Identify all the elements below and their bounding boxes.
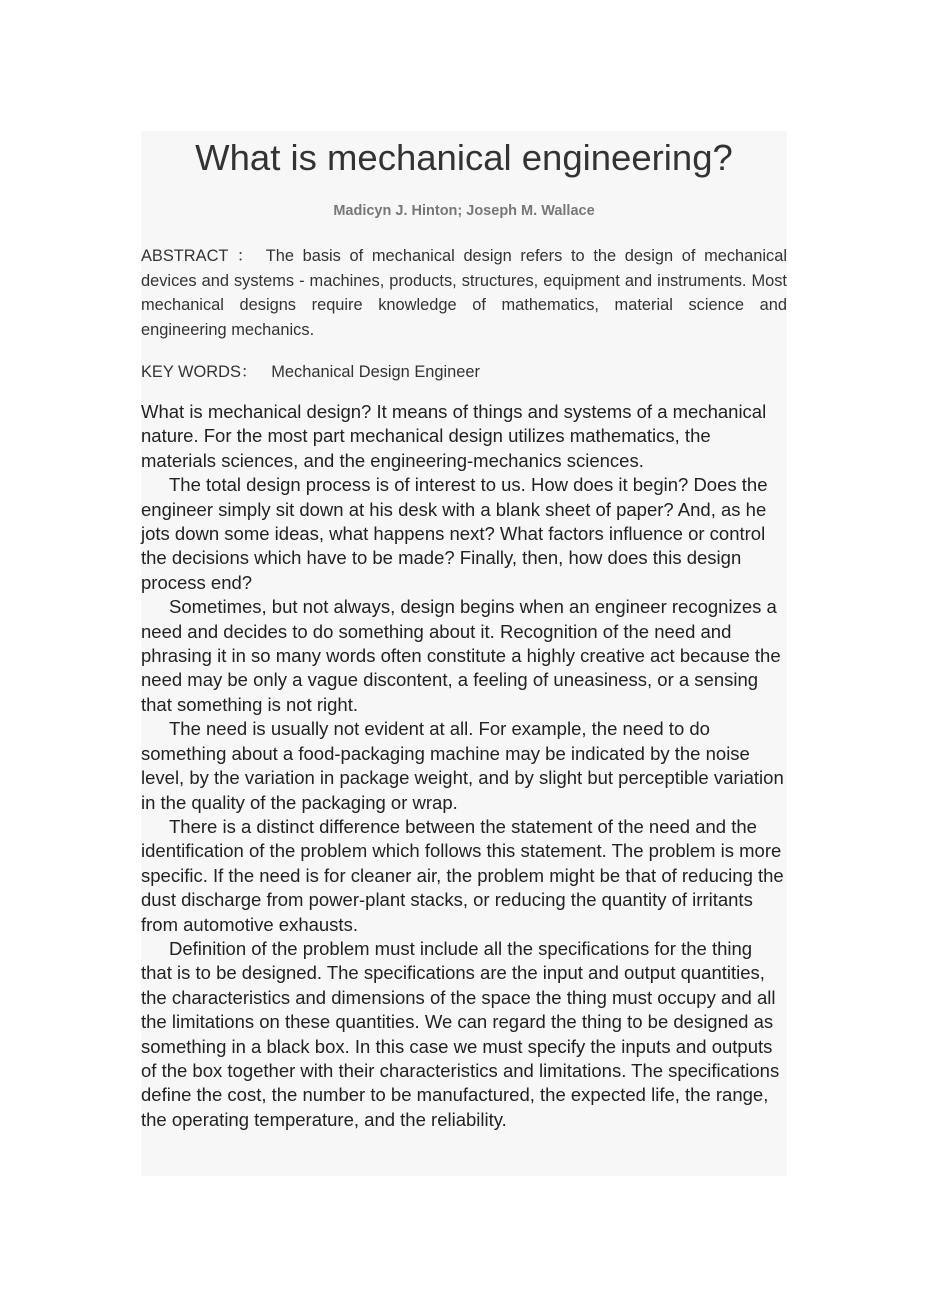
body-paragraph: The total design process is of interest to us. How does it begin? Does the engineer simply sit down at his desk with a blank sheet of paper? And, as he jots down some ideas, what happens next? What factors influence or control the decisions which have to be made? Finally, then, how does this design process end? bbox=[141, 474, 768, 593]
body-paragraph: There is a distinct difference between the statement of the need and the identification of the problem which follows this statement. The problem is more specific. If the need is for cleaner air, the problem might be that of reducing the dust discharge from power-plant stacks, or reducing the quantity of irritants from automotive exhausts. bbox=[141, 815, 784, 935]
keywords-label: KEY WORDS： bbox=[141, 363, 258, 381]
body-paragraph: What is mechanical design? It means of things and systems of a mechanical nature. For the most part mechanical design utilizes mathematics, the materials sciences, and the engineering-mechanics sciences. bbox=[141, 401, 767, 471]
article-body bbox=[141, 131, 787, 1176]
body-paragraph: Definition of the problem must include all the specifications for the thing that is to be designed. The specifications are the input and output quantities, the characteristics and dimensions of the space the thing must occupy and all the limitations on these quantities. We can regard the thing to be designed as something in a black box. In this case we must specify the inputs and outputs of the box together with their characteristics and limitations. The specifications define the cost, the number to be manufactured, the expected life, the range, the operating temperature, and the reliability. bbox=[141, 937, 780, 1130]
article-authors: Madicyn J. Hinton; Joseph M. Wallace bbox=[333, 203, 595, 219]
body-paragraph: Sometimes, but not always, design begins when an engineer recognizes a need and decides to do something about it. Recognition of the need and phrasing it in so many words often constitute a highly creative act because the need may be only a vague discontent, a feeling of uneasiness, or a sensing that something is not right. bbox=[141, 596, 781, 715]
body-text bbox=[141, 400, 787, 1132]
article-title: What is mechanical engineering? bbox=[195, 137, 733, 178]
abstract-label: ABSTRACT ： bbox=[141, 247, 258, 265]
body-paragraph: The need is usually not evident at all. For example, the need to do something about a food-packaging machine may be indicated by the noise level, by the variation in package weight, and by slight but perceptible variation in the quality of the packaging or wrap. bbox=[141, 718, 784, 813]
abstract-text: The basis of mechanical design refers to the design of mechanical devices and systems - machines, products, structures, equipment and instruments. Most mechanical designs require knowledge of mathematics, material science and engineering mechanics. bbox=[141, 247, 787, 339]
keywords-text: Mechanical Design Engineer bbox=[271, 363, 480, 381]
abstract bbox=[141, 244, 787, 342]
keywords bbox=[141, 360, 787, 384]
